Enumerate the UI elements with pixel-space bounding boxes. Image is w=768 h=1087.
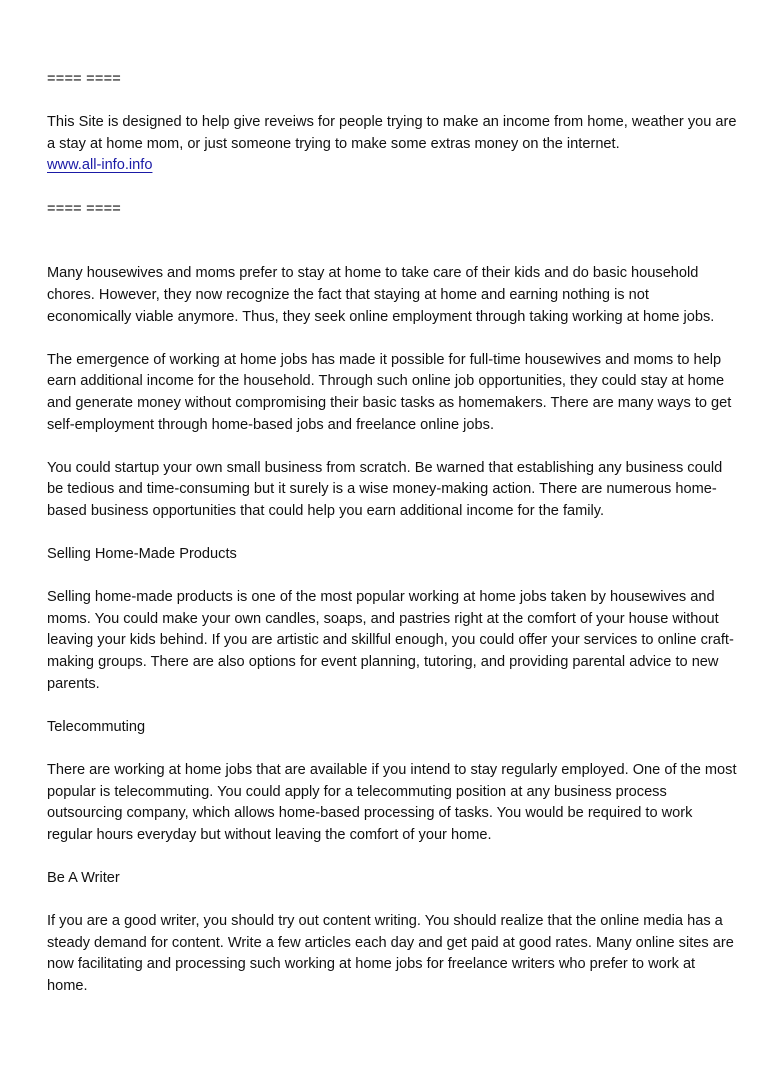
spacer bbox=[47, 220, 737, 263]
spacer bbox=[47, 328, 737, 350]
paragraph-emergence: The emergence of working at home jobs has made it possible for full-time housewives and moms to help earn additional income for the household. Through such online job opportunities, they could stay at home and generate money without compromising their basic tasks as homemakers. There are many ways to get self-employment through home-based jobs and freelance online jobs. bbox=[47, 351, 732, 433]
divider-bottom: ==== ==== bbox=[47, 200, 122, 217]
heading-writer: Be A Writer bbox=[47, 869, 120, 886]
spacer bbox=[47, 738, 737, 760]
paragraph-startup: You could startup your own small business from scratch. Be warned that establishing any business could be tedious and time-consuming but it surely is a wise money-making action. There are numerous home-based business opportunities that could help you earn additional income for the family. bbox=[47, 459, 723, 519]
paragraph-writer: If you are a good writer, you should try out content writing. You should realize that the online media has a steady demand for content. Write a few articles each day and get paid at good rates. Many online sites are now facilitating and processing such working at home jobs for freelance writers who prefer to work at home. bbox=[47, 913, 734, 994]
spacer bbox=[47, 522, 737, 544]
site-link[interactable]: www.all-info.info bbox=[47, 157, 153, 174]
spacer bbox=[47, 436, 737, 458]
heading-telecommuting: Telecommuting bbox=[47, 718, 146, 735]
spacer bbox=[47, 91, 737, 113]
spacer bbox=[47, 177, 737, 199]
divider-top: ==== ==== bbox=[47, 71, 122, 87]
spacer bbox=[47, 846, 737, 868]
heading-selling: Selling Home-Made Products bbox=[47, 546, 237, 563]
spacer bbox=[47, 890, 737, 912]
paragraph-housewives: Many housewives and moms prefer to stay at home to take care of their kids and do basic household chores. However, they now recognize the fact that staying at home and earning nothing is not economically viable anymore. Thus, they seek online employment through taking working at home jobs. bbox=[47, 265, 715, 325]
paragraph-selling: Selling home-made products is one of the most popular working at home jobs taken by housewives and moms. You could make your own candles, soaps, and pastries right at the comfort of your house without leaving your kids behind. If you are artistic and skillful enough, you could offer your services to online craft-making groups. There are also options for event planning, tutoring, and providing parental advice to new parents. bbox=[47, 589, 734, 692]
intro-paragraph: This Site is designed to help give reveiws for people trying to make an income from home, weather you are a stay at home mom, or just someone trying to make some extras money on the internet. bbox=[47, 114, 737, 152]
document-page bbox=[47, 69, 737, 998]
paragraph-telecommuting: There are working at home jobs that are available if you intend to stay regularly employed. One of the most popular is telecommuting. You could apply for a telecommuting position at any business process outsourcing company, which allows home-based processing of tasks. You would be required to work regular hours everyday but without leaving the comfort of your home. bbox=[47, 762, 737, 843]
spacer bbox=[47, 695, 737, 717]
spacer bbox=[47, 566, 737, 588]
